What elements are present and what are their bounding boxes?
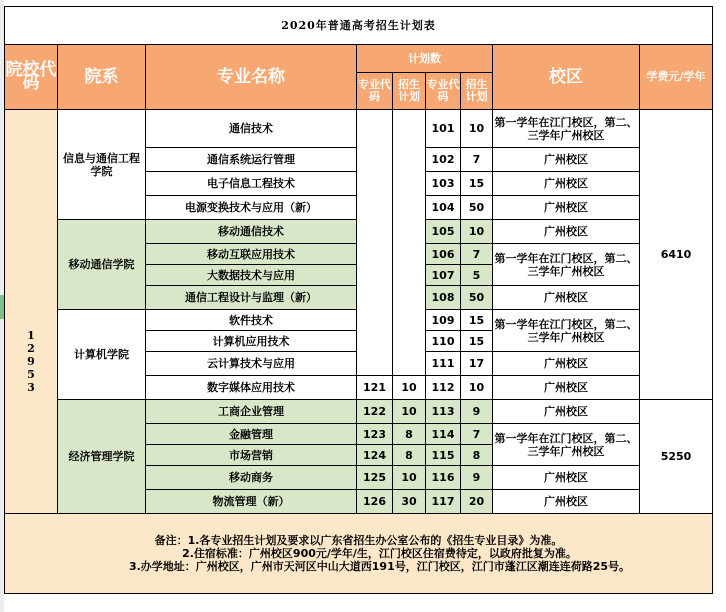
major-code-2-cell: 103: [426, 172, 461, 196]
major-code-1-cell: 122: [357, 400, 393, 424]
school-code-digit: 5: [27, 368, 35, 381]
major-code-2-cell: 101: [426, 110, 461, 148]
notes-cell: [5, 514, 713, 594]
campus-cell: 第一学年在江门校区，第二、三学年广州校区: [493, 424, 640, 466]
major-code-2-cell: 110: [426, 331, 461, 352]
enroll-plan-2-cell: 50: [461, 286, 493, 310]
department-cell: 信息与通信工程学院: [58, 110, 146, 220]
campus-cell: 第一学年在江门校区，第二、三学年广州校区: [493, 110, 640, 148]
major-cell: 通信工程设计与监理（新）: [146, 286, 357, 310]
campus-cell: 广州校区: [493, 220, 640, 244]
enrollment-plan-table: [4, 6, 713, 594]
major-cell: 工商企业管理: [146, 400, 357, 424]
enroll-plan-2-cell: 50: [461, 196, 493, 220]
enroll-plan-1-cell: [393, 110, 426, 376]
school-code-digit: 9: [27, 355, 35, 368]
school-code-cell: [5, 110, 58, 514]
major-code-1-cell: 125: [357, 466, 393, 490]
school-code-digit: 2: [27, 342, 35, 355]
note-line-3-text: 3.办学地址：广州校区，广州市天河区中山大道西191号，江门校区，江门市蓬江区潮连连荷路25号。: [128, 560, 631, 573]
major-code-2-cell: 106: [426, 244, 461, 265]
major-cell: 市场营销: [146, 445, 357, 466]
header-major-code-2: 专业代码: [426, 73, 461, 110]
department-cell: 计算机学院: [58, 310, 146, 400]
major-cell: 移动商务: [146, 466, 357, 490]
enroll-plan-2-cell: 10: [461, 220, 493, 244]
header-campus: 校区: [493, 45, 640, 110]
major-code-2-cell: 115: [426, 445, 461, 466]
major-code-1-cell: 124: [357, 445, 393, 466]
campus-cell: 广州校区: [493, 286, 640, 310]
major-cell: 通信技术: [146, 110, 357, 148]
campus-cell: 广州校区: [493, 352, 640, 376]
major-code-2-cell: 114: [426, 424, 461, 445]
major-cell: 电子信息工程技术: [146, 172, 357, 196]
header-department: 院系: [58, 45, 146, 110]
campus-cell: 广州校区: [493, 172, 640, 196]
note-line-2: [5, 547, 712, 560]
enroll-plan-1-cell: 10: [393, 400, 426, 424]
campus-cell: 广州校区: [493, 148, 640, 172]
campus-cell: 第一学年在江门校区，第二、三学年广州校区: [493, 244, 640, 286]
major-code-2-cell: 113: [426, 400, 461, 424]
enroll-plan-1-cell: 30: [393, 490, 426, 514]
major-code-2-cell: 111: [426, 352, 461, 376]
header-enroll-plan-1: 招生计划: [393, 73, 426, 110]
header-plan: 计划数: [357, 45, 493, 73]
major-cell: 电源变换技术与应用（新）: [146, 196, 357, 220]
campus-cell: 广州校区: [493, 400, 640, 424]
campus-cell: 第一学年在江门校区，第二、三学年广州校区: [493, 310, 640, 352]
header-major: 专业名称: [146, 45, 357, 110]
major-code-2-cell: 104: [426, 196, 461, 220]
department-cell: 移动通信学院: [58, 220, 146, 310]
enroll-plan-2-cell: 15: [461, 172, 493, 196]
campus-cell: 广州校区: [493, 490, 640, 514]
header-major-code-1: 专业代码: [357, 73, 393, 110]
enroll-plan-2-cell: 10: [461, 110, 493, 148]
major-code-2-cell: 116: [426, 466, 461, 490]
major-code-2-cell: 117: [426, 490, 461, 514]
enroll-plan-2-cell: 9: [461, 400, 493, 424]
enroll-plan-2-cell: 7: [461, 424, 493, 445]
note-line-1: 备注：1.各专业招生计划及要求以广东省招生办公室公布的《招生专业目录》为准。: [154, 534, 563, 547]
campus-cell: 广州校区: [493, 466, 640, 490]
major-cell: 移动互联应用技术: [146, 244, 357, 265]
enroll-plan-1-cell: 8: [393, 445, 426, 466]
major-cell: 大数据技术与应用: [146, 265, 357, 286]
page-title: 2020年普通高考招生计划表: [5, 7, 713, 45]
major-code-1-cell: 121: [357, 376, 393, 400]
enroll-plan-2-cell: 5: [461, 265, 493, 286]
enroll-plan-2-cell: 20: [461, 490, 493, 514]
major-code-1-cell: 123: [357, 424, 393, 445]
major-cell: 金融管理: [146, 424, 357, 445]
major-cell: 通信系统运行管理: [146, 148, 357, 172]
major-code-2-cell: 102: [426, 148, 461, 172]
major-cell: 云计算技术与应用: [146, 352, 357, 376]
enroll-plan-1-cell: 10: [393, 376, 426, 400]
school-code-digit: 1: [27, 329, 35, 342]
enroll-plan-2-cell: 15: [461, 310, 493, 331]
enroll-plan-2-cell: 10: [461, 376, 493, 400]
note-line-3: [5, 560, 712, 573]
major-cell: 数字媒体应用技术: [146, 376, 357, 400]
note-line-2-text: 2.住宿标准：广州校区900元/学年/生，江门校区住宿费待定，以政府批复为准。: [182, 547, 577, 560]
major-code-1-cell: [357, 110, 393, 376]
enroll-plan-2-cell: 9: [461, 466, 493, 490]
enroll-plan-1-cell: 8: [393, 424, 426, 445]
major-cell: 计算机应用技术: [146, 331, 357, 352]
major-code-2-cell: 105: [426, 220, 461, 244]
major-code-2-cell: 107: [426, 265, 461, 286]
major-code-2-cell: 109: [426, 310, 461, 331]
enroll-plan-2-cell: 7: [461, 244, 493, 265]
campus-cell: 广州校区: [493, 196, 640, 220]
header-fee: 学费元/学年: [640, 45, 713, 110]
campus-cell: 广州校区: [493, 376, 640, 400]
major-code-2-cell: 112: [426, 376, 461, 400]
enroll-plan-1-cell: 10: [393, 466, 426, 490]
major-code-1-cell: 126: [357, 490, 393, 514]
enroll-plan-2-cell: 8: [461, 445, 493, 466]
enroll-plan-2-cell: 15: [461, 331, 493, 352]
major-code-2-cell: 108: [426, 286, 461, 310]
school-code-digit: 3: [27, 381, 35, 394]
major-cell: 软件技术: [146, 310, 357, 331]
enroll-plan-2-cell: 17: [461, 352, 493, 376]
major-cell: 物流管理（新）: [146, 490, 357, 514]
fee-cell: 5250: [640, 400, 713, 514]
header-school-code: 院校代码: [5, 45, 58, 110]
department-cell: 经济管理学院: [58, 400, 146, 514]
fee-cell: 6410: [640, 110, 713, 400]
enroll-plan-2-cell: 7: [461, 148, 493, 172]
header-enroll-plan-2: 招生计划: [461, 73, 493, 110]
major-cell: 移动通信技术: [146, 220, 357, 244]
